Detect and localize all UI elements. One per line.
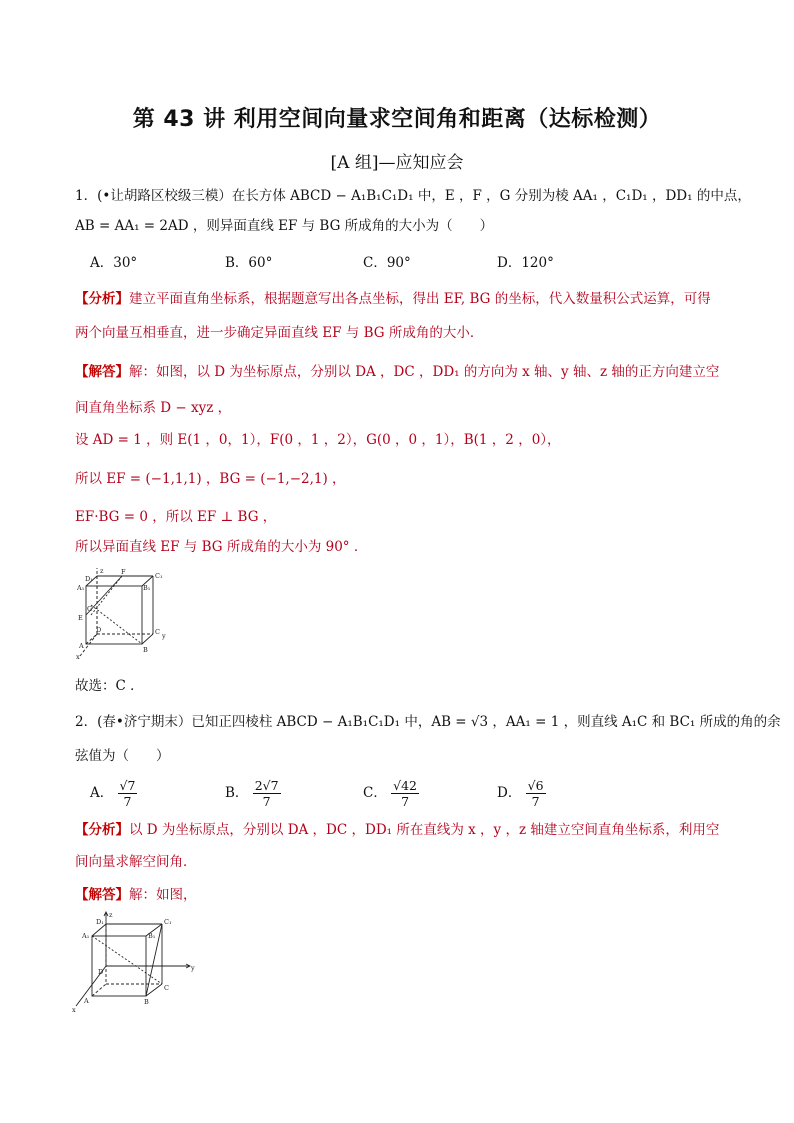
- fig1-label: D: [96, 626, 102, 634]
- fig1-label: A: [79, 642, 84, 650]
- fig1-label: E: [78, 614, 83, 622]
- page-title: 第 43 讲 利用空间向量求空间角和距离（达标检测）: [132, 107, 662, 132]
- q2-prism-figure: [68, 910, 198, 1014]
- fig1-label: G: [87, 605, 93, 613]
- q2-option-b: [225, 778, 281, 809]
- fig1-label: A₁: [77, 584, 85, 592]
- numerator: √6: [527, 778, 544, 793]
- q1-stem-line-1: 1．(•让胡路区校级三模）在长方体 ABCD − A₁B₁C₁D₁ 中，E ，F ，G 分别为棱 AA₁ ，C₁D₁ ，DD₁ 的中点，: [75, 188, 751, 204]
- fig1-label: C₁: [155, 572, 163, 580]
- q1-solution-line-4: 所以 EF = (−1,1,1) ，BG = (−1,−2,1) ，: [75, 471, 346, 487]
- q2-option-a-label: A．: [90, 785, 114, 801]
- fig1-label: D₁: [85, 575, 93, 583]
- fig2-label: A: [84, 997, 89, 1005]
- fig1-label: B: [143, 646, 148, 654]
- q2-option-a: [90, 778, 137, 809]
- section-subtitle: [A 组]—应知应会: [330, 153, 464, 173]
- fig1-label: y: [162, 632, 166, 640]
- denominator: 7: [401, 794, 410, 809]
- q2-analysis-tag: 【分析】: [75, 822, 129, 838]
- q1-option-a: A．30°: [90, 255, 138, 271]
- fig1-label: F: [121, 568, 126, 576]
- q1-analysis-tag: 【分析】: [75, 291, 129, 307]
- q2-option-d: [497, 778, 546, 809]
- fig2-label: B₁: [148, 932, 156, 940]
- numerator: √42: [393, 778, 418, 793]
- fig2-label: D: [98, 968, 104, 976]
- q1-solution-tag: 【解答】: [75, 364, 129, 380]
- fig2-label: z: [109, 911, 113, 919]
- q2-stem-line-2: 弦值为（ ）: [75, 748, 170, 764]
- numerator: √7: [119, 778, 136, 793]
- fig1-label: C: [155, 628, 160, 636]
- q2-option-b-fraction: [253, 778, 281, 809]
- q1-answer: 故选：C ．: [75, 678, 144, 694]
- front-face: [86, 586, 142, 644]
- q1-option-b: B．60°: [225, 255, 273, 271]
- denominator: 7: [531, 794, 540, 809]
- q2-stem-line-1: 2．(春•济宁期末）已知正四棱柱 ABCD − A₁B₁C₁D₁ 中，AB = √3 ，AA₁ = 1 ，则直线 A₁C 和 BC₁ 所成的角的余: [75, 714, 781, 730]
- q1-analysis-line-1: [75, 289, 735, 309]
- q2-solution-tag: 【解答】: [75, 887, 129, 903]
- q1-analysis-text-1: 建立平面直角坐标系，根据题意写出各点坐标，得出 EF, BG 的坐标，代入数量积公式运算，可得: [129, 291, 711, 307]
- q2-option-c-fraction: [391, 778, 419, 809]
- fig2-label: C: [164, 984, 169, 992]
- q2-option-b-label: B．: [225, 785, 249, 801]
- q2-solution-line-1: [75, 885, 735, 905]
- fig1-label: x: [76, 653, 80, 660]
- fig2-label: B: [144, 998, 149, 1006]
- q2-solution-text-1: 解：如图，: [129, 887, 197, 903]
- q2-option-c-label: C．: [363, 785, 387, 801]
- q1-solution-line-1: [75, 362, 735, 382]
- numerator: 2√7: [254, 778, 279, 793]
- denominator: 7: [123, 794, 132, 809]
- q1-solution-text-1: 解：如图，以 D 为坐标原点，分别以 DA ，DC ，DD₁ 的方向为 x 轴、y 轴、z 轴的正方向建立空: [129, 364, 720, 380]
- q1-stem-line-2: AB = AA₁ = 2AD ，则异面直线 EF 与 BG 所成角的大小为（ ）: [75, 218, 494, 234]
- q1-solution-line-6: 所以异面直线 EF 与 BG 所成角的大小为 90° ．: [75, 539, 368, 555]
- q1-solution-line-3: 设 AD = 1 ，则 E(1 ，0，1），F(0 ，1 ，2），G(0 ，0 ，1），B(1 ，2 ，0），: [75, 432, 561, 448]
- fig1-label: z: [100, 568, 104, 575]
- q1-option-d: D．120°: [497, 255, 554, 271]
- q2-analysis-line-2: 间向量求解空间角．: [75, 854, 197, 870]
- q2-option-a-fraction: [118, 778, 138, 809]
- fig2-label: C₁: [164, 918, 172, 926]
- fig2-label: D₁: [96, 918, 104, 926]
- q1-analysis-line-2: 两个向量互相垂直，进一步确定异面直线 EF 与 BG 所成角的大小．: [75, 325, 484, 341]
- fig2-label: A₁: [82, 932, 90, 940]
- q2-analysis-text-1: 以 D 为坐标原点，分别以 DA ，DC ，DD₁ 所在直线为 x ，y ，z 轴建立空间直角坐标系，利用空: [129, 822, 720, 838]
- q2-analysis-line-1: [75, 820, 735, 840]
- q1-option-c: C．90°: [363, 255, 411, 271]
- q1-cuboid-figure: [72, 568, 172, 660]
- q2-option-d-label: D．: [497, 785, 522, 801]
- fig2-label: x: [72, 1006, 76, 1014]
- q2-option-c: [363, 778, 419, 809]
- fig1-label: B₁: [143, 584, 151, 592]
- denominator: 7: [262, 794, 271, 809]
- q2-option-d-fraction: [526, 778, 546, 809]
- q1-solution-line-5: EF·BG = 0 ，所以 EF ⊥ BG ，: [75, 509, 277, 525]
- q1-solution-line-2: 间直角坐标系 D − xyz ，: [75, 400, 232, 416]
- fig2-label: y: [191, 964, 195, 972]
